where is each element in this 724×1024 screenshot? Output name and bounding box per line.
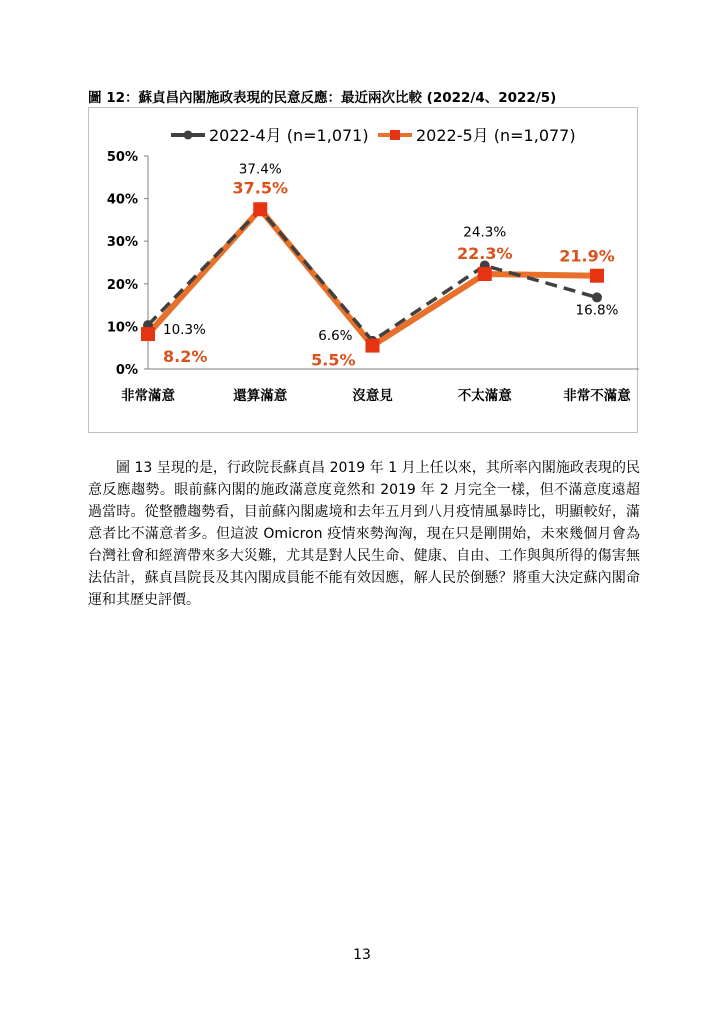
y-tick-label: 0% xyxy=(115,363,138,378)
point-may xyxy=(141,327,155,341)
y-tick-label: 20% xyxy=(106,277,138,293)
legend-label-april: 2022-4月 (n=1,071) xyxy=(209,126,369,145)
data-label-april: 10.3% xyxy=(163,322,206,339)
data-label-april: 37.4% xyxy=(238,161,282,178)
y-tick-label: 10% xyxy=(106,320,138,336)
figure-caption: 圖 12：蘇貞昌內閣施政表現的民意反應：最近兩次比較 (2022/4、2022/5) xyxy=(88,90,557,106)
body-paragraph: 圖 13 呈現的是，行政院長蘇貞昌 2019 年 1 月上任以來，其所率內閣施政表現的民意反應趨勢。眼前蘇內閣的施政滿意度竟然和 2019 年 2 月完全一樣，但不滿意度遠超過當時。從整體趨勢看，目前蘇內閣處境和去年五月到八月疫情風暴時比，明顯較好，滿意者比不滿意者多。但這波 Omicron 疫情來勢洶洶，現在只是剛開始，未來幾個月會為台灣社會和經濟帶來多大災難，尤其是對人民生命、健康、自由、工作與與所得的傷害無法估計，蘇貞昌院長及其內閣成員能不能有效因應，解人民於倒懸？將重大決定蘇內閣命運和其歷史評價。 xyxy=(88,460,640,608)
legend-marker-april xyxy=(184,131,193,140)
legend-marker-may xyxy=(390,130,400,140)
x-tick-label: 非常滿意 xyxy=(121,388,175,404)
body-text xyxy=(88,457,640,611)
data-label-april: 24.3% xyxy=(463,224,507,241)
legend-label-may: 2022-5月 (n=1,077) xyxy=(416,126,576,145)
data-label-may: 37.5% xyxy=(232,178,289,198)
y-tick-label: 40% xyxy=(106,192,138,208)
point-april xyxy=(592,292,602,302)
point-may xyxy=(366,339,380,353)
data-label-april: 6.6% xyxy=(318,327,353,344)
page-number: 13 xyxy=(353,947,371,963)
data-label-may: 21.9% xyxy=(559,246,615,266)
chart-frame xyxy=(88,107,638,433)
x-tick-label: 還算滿意 xyxy=(233,388,288,404)
data-label-april: 16.8% xyxy=(575,302,619,319)
x-tick-label: 非常不滿意 xyxy=(563,388,631,404)
point-may xyxy=(478,267,492,281)
data-label-may: 5.5% xyxy=(311,350,356,370)
x-tick-label: 沒意見 xyxy=(352,388,393,404)
line-chart xyxy=(89,108,639,434)
data-label-may: 22.3% xyxy=(456,244,513,264)
data-label-may: 8.2% xyxy=(163,347,208,367)
x-tick-label: 不太滿意 xyxy=(457,388,512,404)
point-may xyxy=(590,269,604,283)
y-tick-label: 50% xyxy=(106,150,138,165)
point-may xyxy=(253,202,267,216)
y-tick-label: 30% xyxy=(106,235,138,251)
